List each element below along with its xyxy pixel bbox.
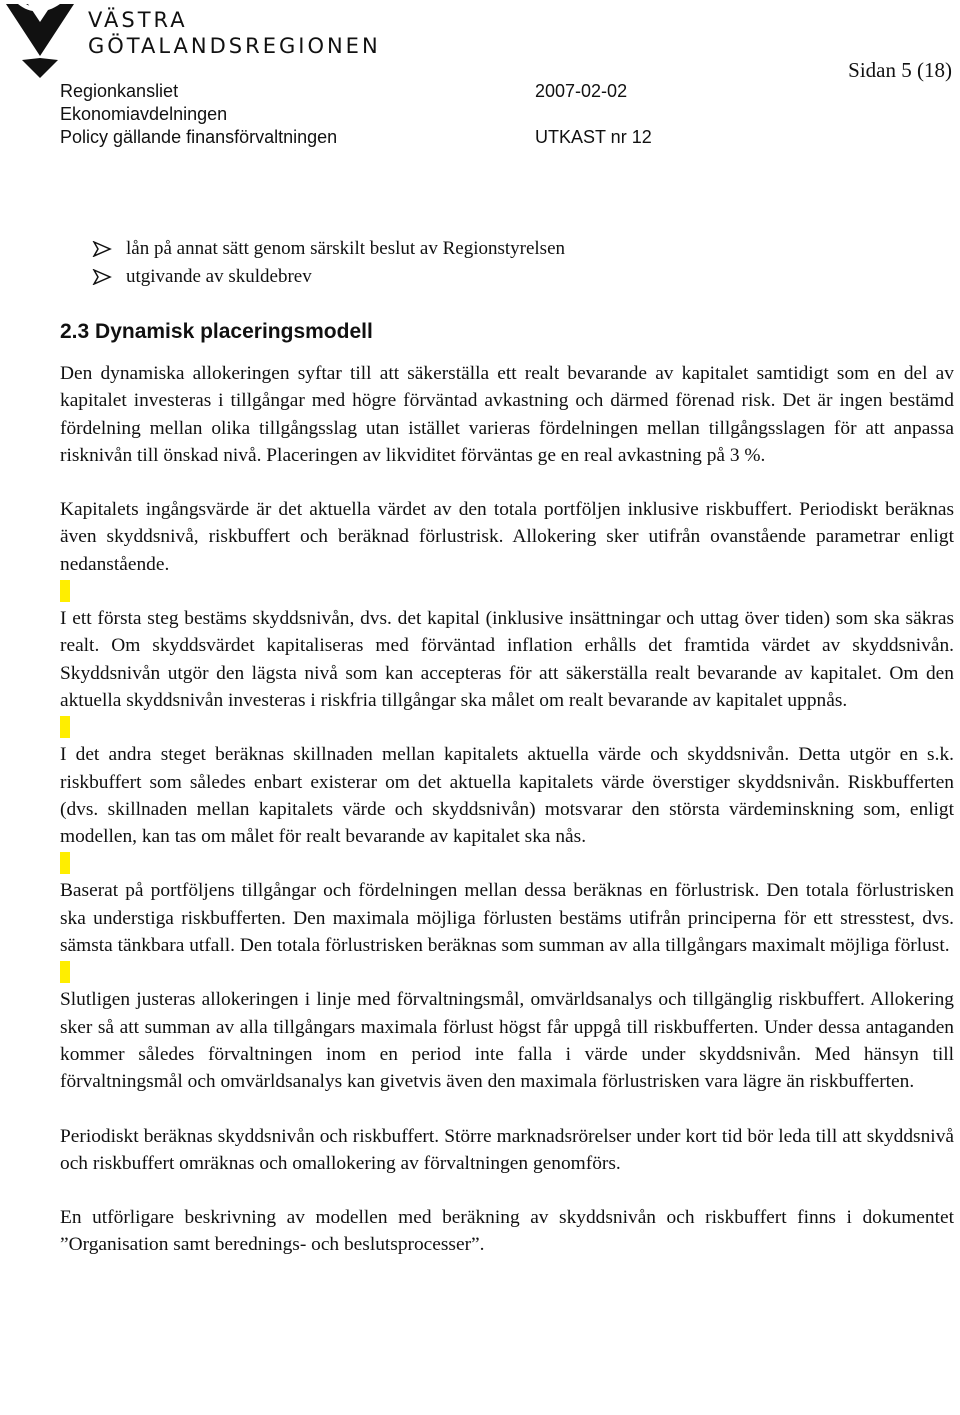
header-unit: Ekonomiavdelningen <box>60 104 228 124</box>
logo-emblem-icon <box>0 0 80 80</box>
paragraph: Baserat på portföljens tillgångar och fördelningen mellan dessa beräknas en förlustrisk. Den totala förlustrisken ska understiga riskbufferten. Den maximala möjliga förlusten bestäms utifrån principerna för ett stresstest, dvs. sämsta tänkbara utfall. Den totala förlustrisken beräknas som summan av alla tillgångars maximalt möjliga förlust. <box>60 880 954 957</box>
paragraph: Den dynamiska allokeringen syftar till att säkerställa ett realt bevarande av kapitalet samtidigt som en del av kapitalet investeras i tillgångar med högre förväntad avkastning och därmed förenad risk. Det är ingen bestämd fördelning mellan olika tillgångsslag utan istället varieras fördelningen mellan tillgångsslagen för att anpassa risknivån till önskad nivå. Placeringen av likviditet förväntas ge en real avkastning på 3 %. <box>60 363 954 466</box>
arrow-bullet-icon <box>92 241 112 257</box>
highlight-marker <box>60 580 70 602</box>
list-item <box>92 235 565 263</box>
paragraph: Slutligen justeras allokeringen i linje med förvaltningsmål, omvärldsanalys och tillgänglig riskbuffert. Allokering sker så att summan av alla tillgångars maximala förlust högst får uppgå till riskbufferten. Under dessa antaganden kommer således förvaltningen inom en period inte falla i värde under skyddsnivån. Med hänsyn till förvaltningsmål och omvärldsanalys kan givetvis även den maximala förlustrisken vara lägre än riskbufferten. <box>60 989 954 1093</box>
body-text <box>60 360 954 1259</box>
arrow-bullet-icon <box>92 269 112 285</box>
header-document-title: Policy gällande finansförvaltningen <box>60 127 338 147</box>
header-department: Regionkansliet <box>60 81 179 101</box>
highlight-marker <box>60 852 70 874</box>
logo-text-line2: GÖTALANDSREGIONEN <box>88 34 381 58</box>
header-status: UTKAST nr 12 <box>535 127 652 147</box>
paragraph: I det andra steget beräknas skillnaden mellan kapitalets aktuella värde och skyddsnivån. Detta utgör en s.k. riskbuffert som således enbart existerar om det aktuella kapitalets värde överstiger skyddsnivån. Riskbufferten (dvs. skillnaden mellan kapitalets värde och skyddsnivån) motsvarar den största värdeminskning som, enligt modellen, kan tas om målet för realt bevarande av kapitalet ska nås. <box>60 744 954 848</box>
list-item <box>92 263 565 291</box>
bullet-list <box>92 235 565 291</box>
bullet-text: utgivande av skuldebrev <box>126 266 312 287</box>
paragraph: Kapitalets ingångsvärde är det aktuella värdet av den totala portföljen inklusive riskbuffert. Periodiskt beräknas även skyddsnivå, riskbuffert och beräknad förlustrisk. Allokering sker utifrån ovanstående parametrar enligt nedanstående. <box>60 499 954 575</box>
logo-text-line1: VÄSTRA <box>88 8 188 32</box>
paragraph: Periodiskt beräknas skyddsnivån och riskbuffert. Större marknadsrörelser under kort tid bör leda till att skyddsnivå och riskbuffert omräknas och omallokering av förvaltningen genomförs. <box>60 1125 954 1174</box>
page-number: Sidan 5 (18) <box>848 58 952 82</box>
organization-logo <box>0 0 381 80</box>
header-date: 2007-02-02 <box>535 81 628 101</box>
section-heading: 2.3 Dynamisk placeringsmodell <box>60 320 373 343</box>
highlight-marker <box>60 716 70 738</box>
bullet-text: lån på annat sätt genom särskilt beslut av Regionstyrelsen <box>126 238 566 259</box>
highlight-marker <box>60 961 70 983</box>
paragraph: En utförligare beskrivning av modellen med beräkning av skyddsnivån och riskbuffert finns i dokumentet ”Organisation samt berednings- och beslutsprocesser”. <box>60 1207 954 1256</box>
paragraph: I ett första steg bestäms skyddsnivån, dvs. det kapital (inklusive insättningar och uttag över tiden) som ska säkras realt. Om skyddsvärdet kapitaliseras med förväntad inflation erhålls det framtida värdet av skyddsnivån. Skyddsnivån utgör den lägsta nivå som kan accepteras för att säkerställa realt bevarande av kapitalet. Om den aktuella skyddsnivån investeras i riskfria tillgångar ska målet om realt bevarande av kapitalet uppnås. <box>60 608 954 711</box>
